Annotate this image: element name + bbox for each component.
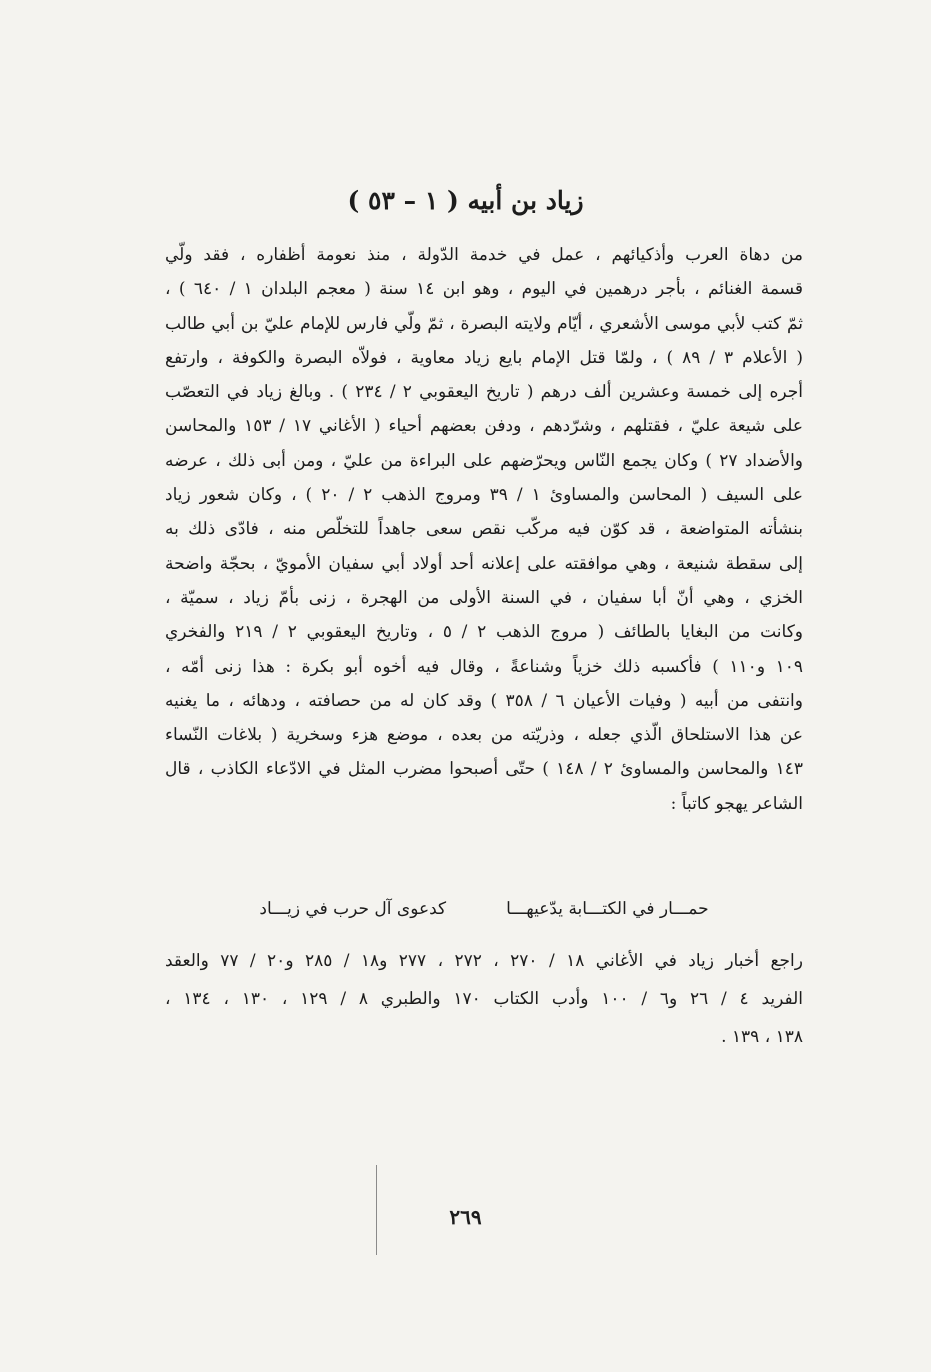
text-line: عن هذا الاستلحاق الّذي جعله ، وذريّته من بعده ، موضع هزء وسخرية ( بلاغات النّساء bbox=[165, 725, 803, 746]
text-line: ( الأعلام ٣ / ٨٩ ) ، ولمّا قتل الإمام بايع زياد معاوية ، فولاّه البصرة والكوفة ، وارتفع bbox=[165, 347, 803, 368]
text-line: إلى سقطة شنيعة ، وهي موافقته على إعلانه أحد أولاد أبي سفيان الأمويّ ، بحجّة واضحة bbox=[165, 553, 803, 574]
references-paragraph bbox=[165, 942, 803, 1056]
text-line: الشاعر يهجو كاتباً : bbox=[670, 793, 803, 814]
text-line: ١٤٣ والمحاسن والمساوئ ٢ / ١٤٨ ) حتّى أصبحوا مضرب المثل في الادّعاء الكاذب ، قال bbox=[165, 759, 803, 780]
reference-line: راجع أخبار زياد في الأغاني ١٨ / ٢٧٠ ، ٢٧٢ ، ٢٧٧ و١٨ / ٢٨٥ و٢٠ / ٧٧ والعقد bbox=[165, 951, 803, 971]
text-line: على السيف ( المحاسن والمساوئ ١ / ٣٩ ومروج الذهب ٢ / ٢٠ ) ، وكان شعور زياد bbox=[165, 485, 803, 506]
text-line: على شيعة عليّ ، فقتلهم ، وشرّدهم ، ودفن بعضهم أحياء ( الأغاني ١٧ / ١٥٣ والمحاسن bbox=[165, 416, 803, 437]
reference-line: الفريد ٤ / ٢٦ و٦ / ١٠٠ وأدب الكتاب ١٧٠ والطبري ٨ / ١٢٩ ، ١٣٠ ، ١٣٤ ، bbox=[165, 989, 803, 1009]
biography-paragraph bbox=[165, 238, 803, 821]
text-line: أجره إلى خمسة وعشرين ألف درهم ( تاريخ اليعقوبي ٢ / ٢٣٤ ) . وبالغ زياد في التعصّب bbox=[165, 382, 803, 403]
poetry-verse bbox=[165, 892, 803, 926]
text-line: بنشأته المتواضعة ، قد كوّن فيه مركّب نقص سعى جاهداً للتخلّص منه ، فادّى ذلك به bbox=[165, 519, 803, 540]
text-line: وانتفى من أبيه ( وفيات الأعيان ٦ / ٣٥٨ ) وقد كان له من حصافته ، ودهائه ، ما يغنيه bbox=[165, 690, 803, 711]
text-line: ١٠٩ و١١٠ ) فأكسبه ذلك خزياً وشناعةً ، وقال فيه أخوه أبو بكرة : هذا زنى أمّه ، bbox=[165, 656, 803, 677]
page-title: زياد بن أبيه ( ١ – ٥٣ ) bbox=[347, 186, 584, 215]
text-line: قسمة الغنائم ، بأجر درهمين في اليوم ، وهو ابن ١٤ سنة ( معجم البلدان ١ / ٦٤٠ ) ، bbox=[165, 279, 803, 300]
reference-line: ١٣٨ ، ١٣٩ . bbox=[721, 1027, 803, 1047]
text-line: وكانت من البغايا بالطائف ( مروج الذهب ٢ / ٥ ، وتاريخ اليعقوبي ٢ / ٢١٩ والفخري bbox=[165, 622, 803, 643]
page-number: ٢٦٩ bbox=[449, 1205, 482, 1229]
text-line: ثمّ كتب لأبي موسى الأشعري ، أيّام ولايته البصرة ، ثمّ ولّي فارس للإمام عليّ بن أبي طالب bbox=[165, 313, 803, 334]
verse-first-hemistich: حمـــار في الكتـــابة يدّعيهـــا bbox=[506, 899, 709, 919]
text-line: والأضداد ٢٧ ) وكان يجمع النّاس ويحرّضهم على البراءة من عليّ ، ومن أبى ذلك ، عرضه bbox=[165, 450, 803, 471]
text-line: من دهاة العرب وأذكيائهم ، عمل في خدمة الدّولة ، منذ نعومة أظفاره ، فقد ولّي bbox=[165, 245, 803, 265]
verse-second-hemistich: كدعوى آل حرب في زيـــاد bbox=[259, 899, 447, 919]
text-line: الخزي ، وهي أنّ أبا سفيان ، في السنة الأولى من الهجرة ، زنى بأمّ زياد ، سميّة ، bbox=[165, 587, 803, 608]
